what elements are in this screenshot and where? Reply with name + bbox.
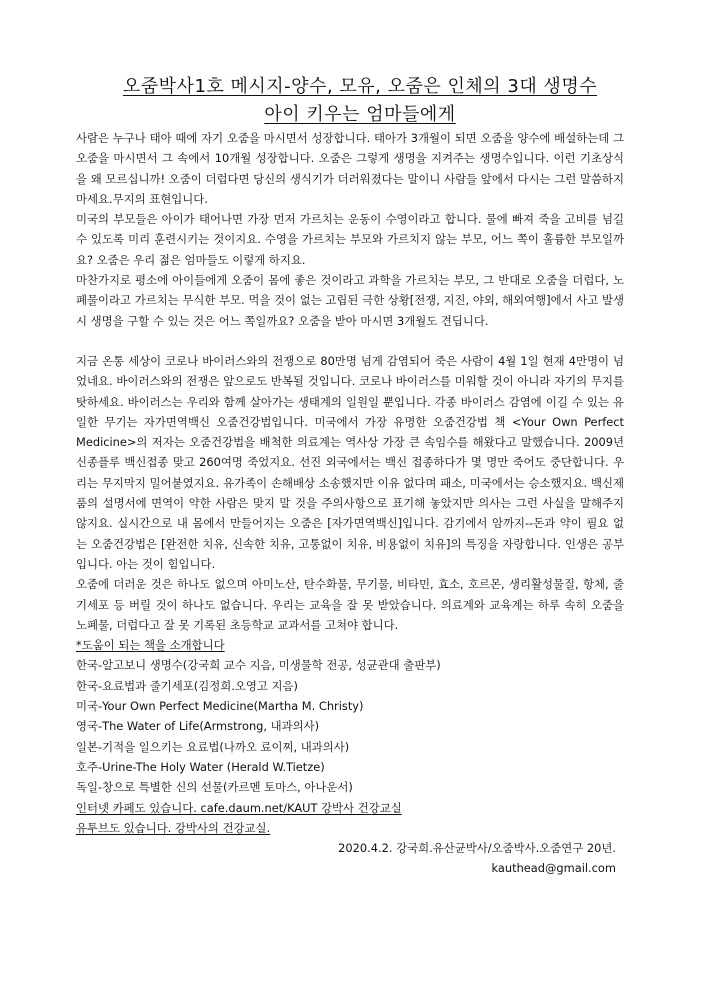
youtube-link[interactable]: 유투브도 있습니다. 강박사의 건강교실. xyxy=(76,820,271,835)
paragraph-survival: 마찬가지로 평소에 아이들에게 오줌이 몸에 좋은 것이라고 과학을 가르치는 부모, 그 반대로 오줌을 더럽다, 노폐물이라고 가르치는 무식한 부모. 먹을 것이 없는 고립된 극한 상황[전쟁, 지진, 야외, 해외여행]에서 사고 발생시 생명을 구할 수 있는 것은 어느 쪽일까요? 오줌을 받아 마시면 3개월도 견딥니다. xyxy=(76,273,624,328)
book-item: 호주-Urine-The Holy Water (Herald W.Tietze) xyxy=(76,759,325,774)
signature-line: 2020.4.2. 강국희.유산균박사/오줌박사.오줌연구 20년. xyxy=(338,841,616,856)
paragraph-intro: 사람은 누구나 태아 때에 자기 오줌을 마시면서 성장합니다. 태아가 3개월이 되면 오줌을 양수에 배설하는데 그 오줌을 마시면서 그 속에서 10개월 성장합니다. 오줌은 그렇게 생명을 지켜주는 생명수입니다. 이런 기초상식을 왜 모르십니까! 오줌이 더럽다면 당신의 생식기가 더러워졌다는 말이니 사람들 앞에서 다시는 그런 말씀하지 마세요.무지의 표현입니다. xyxy=(76,131,624,206)
book-item: 한국-요료법과 줄기세포(김정희.오영고 지음) xyxy=(76,678,298,693)
paragraph-corona: 지금 온통 세상이 코로나 바이러스와의 전쟁으로 80만명 넘게 감염되어 죽은 사람이 4월 1일 현재 4만명이 넘었네요. 바이러스와의 전쟁은 앞으로도 반복될 것입니다. 코로나 바이러스를 미워할 것이 아니라 자기의 무지를 탓하세요. 바이러스는 우리와 함께 살아가는 생태계의 일원일 뿐입니다. 각종 바이러스 감염에 이길 수 있는 유일한 무기는 자가면역백신 오줌건강법입니다. 미국에서 가장 유명한 오줌건강법 책 <Your Own Perfect Medicine>의 저자는 오줌건강법을 배척한 의료계는 역사상 가장 큰 속임수를 해왔다고 말했습니다. 2009년 신종플루 백신접종 맞고 260여명 죽었지요. 선진 외국에서는 백신 접종하다가 몇 명만 죽어도 중단합니다. 우리는 무지막지 밀어붙였지요. 유가족이 손해배상 소송했지만 이유 없다며 패소, 미국에서는 승소했지요. 백신제품의 설명서에 면역이 약한 사람은 맞지 말 것을 주의사항으로 표기해 놓았지만 의사는 그런 사실을 말해주지 않지요. 실시간으로 내 몸에서 만들어지는 오줌은 [자가면역백신]입니다. 감기에서 암까지--돈과 약이 필요 없는 오줌건강법은 [완전한 치유, 신속한 치유, 고통없이 치유, 비용없이 치유]의 특징을 자랑합니다. 인생은 공부입니다. 아는 것이 힘입니다. xyxy=(76,353,624,571)
paragraph-spacer xyxy=(76,331,624,351)
paragraph-education: 오줌에 더러운 것은 하나도 없으며 아미노산, 탄수화물, 무기물, 비타민, 효소, 호르몬, 생리활성물질, 항체, 줄기세포 등 버릴 것이 하나도 없습니다. 우리는 교육을 잘 못 받았습니다. 의료계와 교육계는 하루 속히 오줌을 노폐물, 더럽다고 잘 못 기록된 초등학교 교과서를 고쳐야 합니다. xyxy=(76,577,624,632)
contact-email[interactable]: kauthead@gmail.com xyxy=(491,861,616,876)
book-list xyxy=(76,635,624,838)
document-subtitle: 아이 키우는 엄마들에게 xyxy=(264,104,456,125)
book-item: 독일-창으로 특별한 신의 선물(카르멘 토마스, 아나운서) xyxy=(76,780,353,795)
book-item: 영국-The Water of Life(Armstrong, 내과의사) xyxy=(76,719,320,734)
document-title: 오줌박사1호 메시지-양수, 모유, 오줌은 인체의 3대 생명수 xyxy=(122,76,598,97)
cafe-link[interactable]: 인터넷 카페도 있습니다. cafe.daum.net/KAUT 강박사 건강교실 xyxy=(76,800,402,815)
book-item: 한국-알고보니 생명수(강국희 교수 지음, 미생물학 전공, 성균관대 출판부) xyxy=(76,658,441,673)
book-item: 일본-기적을 일으키는 요료법(나까오 료이찌, 내과의사) xyxy=(76,739,350,754)
book-list-heading: *도움이 되는 책을 소개합니다 xyxy=(76,638,225,653)
book-item: 미국-Your Own Perfect Medicine(Martha M. Christy) xyxy=(76,699,364,714)
document-body xyxy=(76,128,624,879)
paragraph-swimming: 미국의 부모들은 아이가 태어나면 가장 먼저 가르치는 운동이 수영이라고 합니다. 물에 빠져 죽을 고비를 넘길 수 있도록 미리 훈련시키는 것이지요. 수영을 가르치는 부모와 가르치지 않는 부모, 어느 쪽이 훌륭한 부모일까요? 오줌은 우리 젊은 엄마들도 이렇게 하지요. xyxy=(76,212,624,267)
